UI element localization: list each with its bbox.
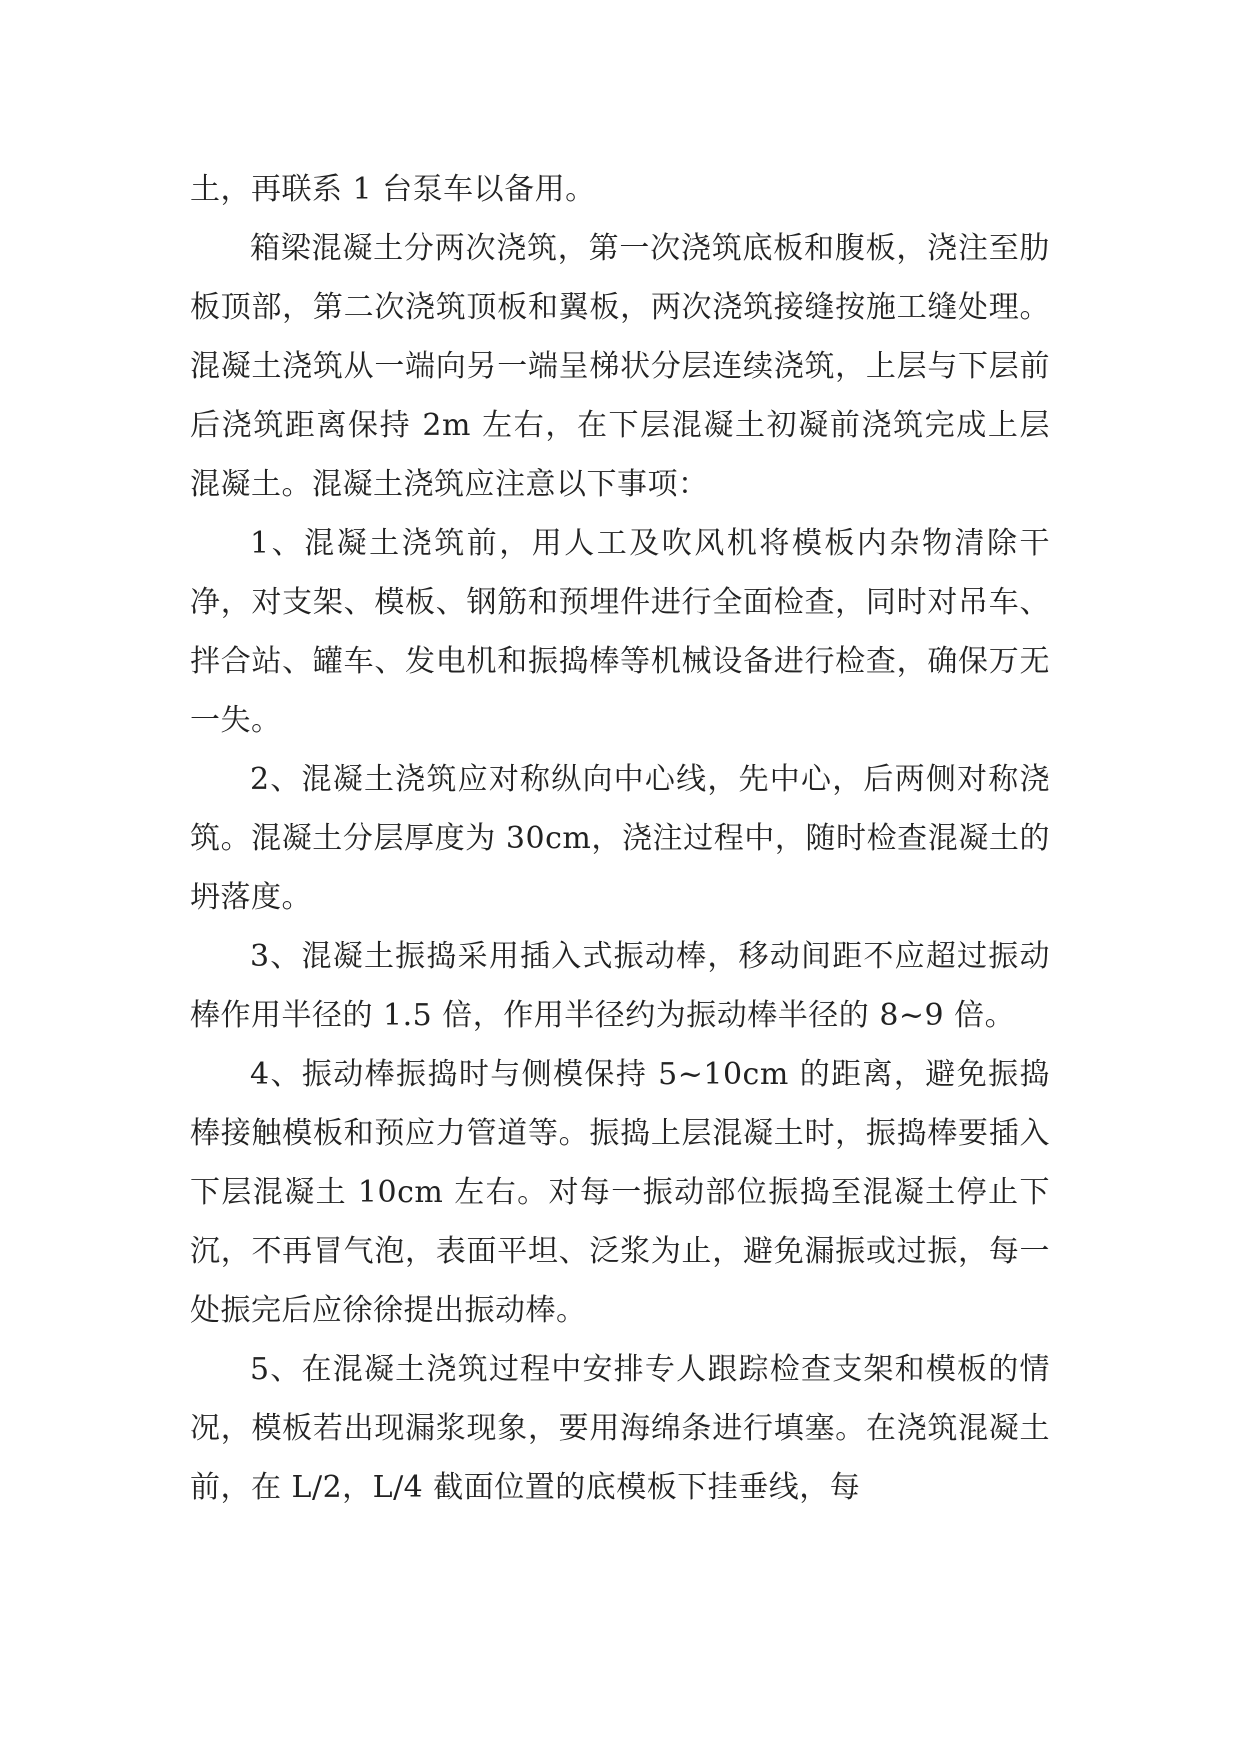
- paragraph-continuation: 土，再联系 1 台泵车以备用。: [190, 172, 596, 207]
- paragraph-box-girder-pouring: 箱梁混凝土分两次浇筑，第一次浇筑底板和腹板，浇注至肋板顶部，第二次浇筑顶板和翼板，两次浇筑接缝按施工缝处理。混凝土浇筑从一端向另一端呈梯状分层连续浇筑，上层与下层前后浇筑距离保持 2m 左右，在下层混凝土初凝前浇筑完成上层混凝土。混凝土浇筑应注意以下事项：: [190, 231, 1050, 502]
- paragraph-item-5: 5、在混凝土浇筑过程中安排专人跟踪检查支架和模板的情况，模板若出现漏浆现象，要用海绵条进行填塞。在浇筑混凝土前，在 L/2，L/4 截面位置的底模板下挂垂线，每: [190, 1352, 1050, 1505]
- paragraph-item-4: 4、振动棒振捣时与侧模保持 5~10cm 的距离，避免振捣棒接触模板和预应力管道等。振捣上层混凝土时，振捣棒要插入下层混凝土 10cm 左右。对每一振动部位振捣至混凝土停止下沉，不再冒气泡，表面平坦、泛浆为止，避免漏振或过振，每一处振完后应徐徐提出振动棒。: [190, 1057, 1050, 1328]
- paragraph-item-3: 3、混凝土振捣采用插入式振动棒，移动间距不应超过振动棒作用半径的 1.5 倍，作用半径约为振动棒半径的 8~9 倍。: [190, 939, 1050, 1033]
- document-body: [190, 160, 1050, 1517]
- paragraph-item-1: 1、混凝土浇筑前，用人工及吹风机将模板内杂物清除干净，对支架、模板、钢筋和预埋件进行全面检查，同时对吊车、拌合站、罐车、发电机和振捣棒等机械设备进行检查，确保万无一失。: [190, 526, 1050, 738]
- paragraph-item-2: 2、混凝土浇筑应对称纵向中心线，先中心，后两侧对称浇筑。混凝土分层厚度为 30cm，浇注过程中，随时检查混凝土的坍落度。: [190, 762, 1050, 915]
